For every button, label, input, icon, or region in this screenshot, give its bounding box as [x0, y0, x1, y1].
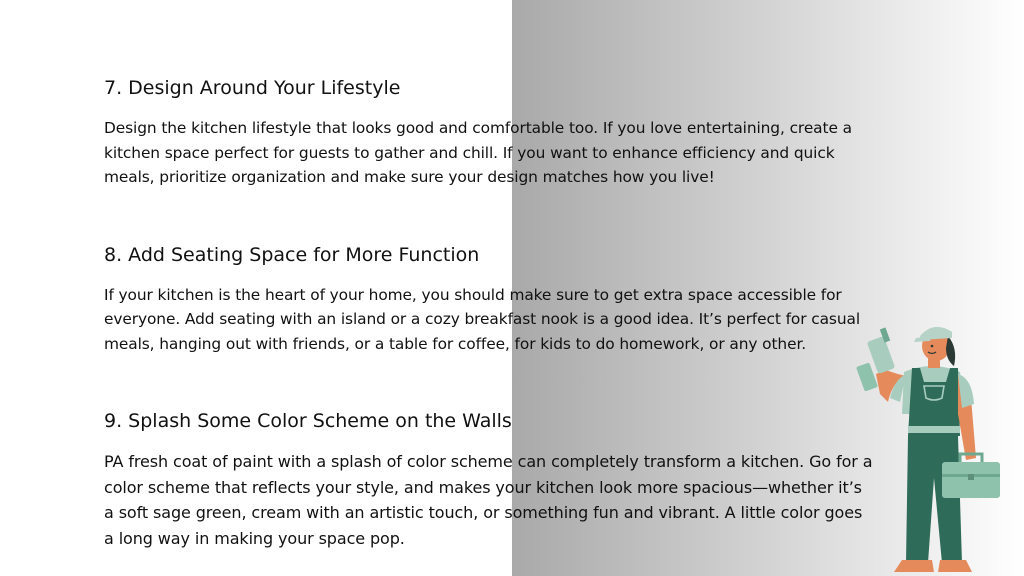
worker-with-drill-and-toolbox-icon [846, 318, 1016, 576]
section-title: 7. Design Around Your Lifestyle [104, 77, 401, 99]
section-title: 8. Add Seating Space for More Function [104, 243, 480, 266]
section-seating [104, 241, 904, 357]
document-content [104, 74, 904, 551]
section-body: Design the kitchen lifestyle that looks good and comfortable too. If you love entertaining, create a kitchen space perfect for guests to gather and chill. If you want to enhance efficiency and quick meals, prioritize organization and make sure your design matches how you live! [104, 119, 852, 186]
left-shoe [894, 560, 934, 572]
section-body: PA fresh coat of paint with a splash of color scheme can completely transform a kitchen. Go for a color scheme that reflects your style, and makes your kitchen look more spacious—whether it’s a soft sage green, cream with an artistic touch, or something fun and vibrant. A little color goes a long way in making your space pop. [104, 452, 873, 548]
section-lifestyle [104, 74, 904, 190]
section-body: If your kitchen is the heart of your home, you should make sure to get extra space accessible for everyone. Add seating with an island or a cozy breakfast nook is a good idea. It’s perfect for casual meals, hanging out with friends, or a table for coffee, for kids to do homework, or any other. [104, 285, 861, 353]
hair [946, 336, 955, 366]
drill-handle [856, 362, 878, 391]
eye [931, 345, 934, 348]
section-color-scheme [104, 407, 904, 551]
overalls-legs [906, 436, 962, 563]
section-title: 9. Splash Some Color Scheme on the Walls [104, 410, 512, 432]
belt [908, 426, 960, 433]
toolbox-latch [968, 474, 974, 480]
right-shoe [938, 560, 972, 572]
